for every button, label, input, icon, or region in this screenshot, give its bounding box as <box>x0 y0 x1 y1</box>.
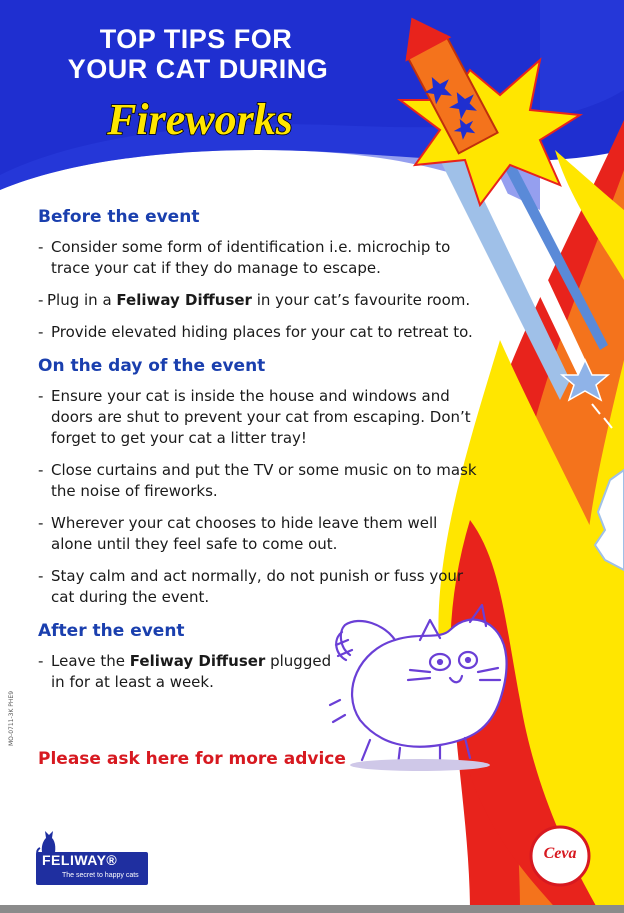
section-heading: After the event <box>38 621 185 641</box>
fireworks-script-text: Fireworks <box>107 95 293 144</box>
tip-item: - Provide elevated hiding places for your cat to retreat to. <box>38 323 473 341</box>
tip-item: - Ensure your cat is inside the house and windows and doors are shut to prevent your cat from escaping. Don’t forget to get your cat a litter tray! <box>38 387 471 447</box>
tip-item: - Stay calm and act normally, do not punish or fuss your cat during the event. <box>38 567 464 606</box>
section-after <box>38 620 478 693</box>
section-heading: On the day of the event <box>38 356 266 376</box>
bottom-edge <box>0 905 624 913</box>
cat-shadow <box>350 759 490 771</box>
tips-content <box>38 206 478 693</box>
title-line-1: TOP TIPS FOR <box>99 24 293 54</box>
section-heading: Before the event <box>38 207 200 227</box>
fireworks-script-title <box>30 90 370 150</box>
section-before <box>38 206 478 343</box>
tip-item: - Close curtains and put the TV or some music on to mask the noise of fireworks. <box>38 461 477 500</box>
tip-item: - Leave the Feliway Diffuser plugged in for at least a week. <box>38 652 332 691</box>
section-day-of <box>38 355 478 608</box>
tip-item: - Wherever your cat chooses to hide leave them well alone until they feel safe to come out. <box>38 514 438 553</box>
title-line-2: YOUR CAT DURING <box>67 54 329 84</box>
tip-item: - Plug in a Feliway Diffuser in your cat’s favourite room. <box>38 291 471 309</box>
print-code: MO-0711-3K PHE9 <box>8 690 16 747</box>
tip-item: - Consider some form of identification i.e. microchip to trace your cat if they do manage to escape. <box>38 238 451 277</box>
ask-for-advice: Please ask here for more advice <box>38 749 346 769</box>
feliway-brand-name: FELIWAY® <box>42 852 118 868</box>
ceva-brand-name: Ceva <box>543 845 577 862</box>
feliway-tagline: The secret to happy cats <box>62 872 139 879</box>
